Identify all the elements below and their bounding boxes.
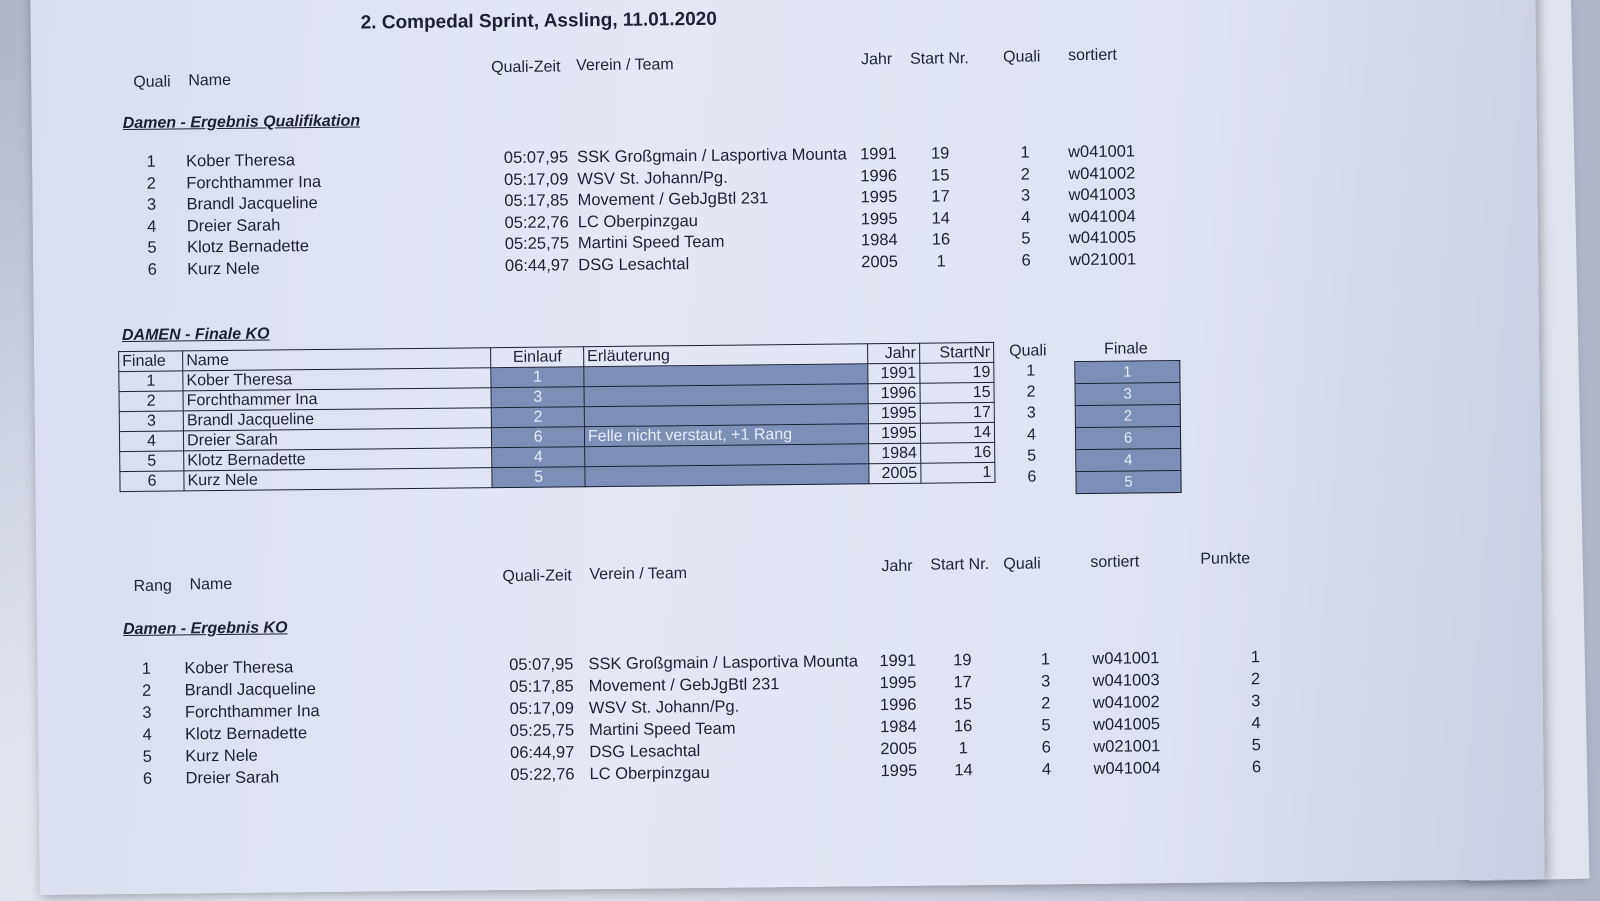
sort-code: w021001 [1069,249,1137,269]
ko-einlauf: 1 [491,367,584,388]
ko-hdr-jahr: Jahr [867,343,919,364]
res-hdr-jahr: Jahr [881,557,913,576]
ko-quali-rank: 1 [1026,362,1036,380]
ko-birth-year: 1995 [868,403,920,424]
ko-einlauf: 4 [492,447,585,468]
ko-einlauf: 5 [492,467,585,488]
athlete-name: Kurz Nele [187,259,260,278]
finale-ko-table [118,342,995,492]
club-team: WSV St. Johann/Pg. [588,697,740,718]
quali-rank: 3 [1040,672,1051,691]
res-hdr-start-nr: Start Nr. [930,555,990,574]
quali-time: 05:25,75 [509,721,575,741]
quali-rank: 1 [1020,143,1030,162]
ko-athlete-name: Brandl Jacqueline [183,408,491,431]
ko-erlaeuterung [585,464,869,487]
athlete-name: Kober Theresa [184,658,294,678]
club-team: DSG Lesachtal [589,742,701,762]
quali-rank: 4 [1021,208,1031,227]
result-rank: 4 [142,725,152,744]
qual-position: 3 [146,195,157,214]
finale-row [1075,382,1180,405]
ko-athlete-name: Dreier Sarah [184,428,492,451]
finale-row [1075,404,1180,427]
page-title: 2. Compedal Sprint, Assling, 11.01.2020 [360,8,717,34]
finale-row [1076,448,1181,471]
club-team: Movement / GebJgBtl 231 [588,675,780,696]
birth-year: 1984 [879,717,917,737]
sort-code: w041003 [1092,671,1160,690]
ko-finale-rank: 6 [120,471,184,492]
quali-time: 06:44,97 [504,255,570,275]
result-rank: 1 [141,659,152,678]
ko-start-number: 17 [920,402,995,423]
finale-column-table [1074,360,1181,494]
quali-time: 05:25,75 [504,234,570,254]
ko-start-number: 1 [921,462,996,483]
result-sheet [30,0,1545,895]
club-team: LC Oberpinzgau [589,763,710,784]
quali-time: 05:17,09 [509,699,574,719]
sort-code: w041001 [1092,649,1160,668]
start-number: 1 [936,251,946,271]
birth-year: 1991 [879,651,917,671]
athlete-name: Kurz Nele [185,746,258,766]
quali-time: 06:44,97 [510,743,575,763]
club-team: Martini Speed Team [577,232,725,253]
club-team: LC Oberpinzgau [577,211,699,231]
ko-birth-year: 1995 [868,423,920,444]
hdr-verein: Verein / Team [576,56,674,75]
ko-finale-rank: 3 [119,411,183,432]
birth-year: 1995 [860,209,898,228]
athlete-name: Brandl Jacqueline [184,680,316,700]
athlete-name: Forchthammer Ina [186,172,322,192]
hdr-quali: Quali [133,73,171,91]
hdr-quali-zeit: Quali-Zeit [491,58,561,77]
ko-athlete-name: Kurz Nele [184,468,492,491]
finale-result: 3 [1075,382,1180,405]
res-hdr-quali-zeit: Quali-Zeit [502,567,572,586]
birth-year: 1996 [879,695,917,715]
quali-rank: 4 [1041,760,1052,779]
ko-hdr-einlauf: Einlauf [491,347,584,368]
ko-athlete-name: Klotz Bernadette [184,448,492,471]
points: 5 [1251,736,1261,755]
ko-quali-rank: 3 [1026,404,1036,422]
ko-quali-rank: 6 [1027,468,1037,486]
start-number: 15 [931,165,950,185]
finale-row [1076,470,1181,493]
ko-einlauf: 6 [492,427,585,448]
points: 3 [1251,692,1261,711]
sort-code: w041005 [1068,228,1137,248]
quali-time: 05:17,85 [504,191,569,211]
section-result-ko: Damen - Ergebnis KO [122,619,288,639]
ko-hdr-quali: Quali [1009,342,1047,360]
hdr-sortiert: sortiert [1067,46,1118,65]
result-rank: 6 [142,769,153,788]
ko-finale-rank: 2 [119,391,183,412]
start-number: 15 [953,695,973,714]
hdr-name: Name [188,71,232,90]
ko-quali-rank: 4 [1026,426,1037,444]
quali-rank: 6 [1021,251,1031,270]
birth-year: 2005 [880,739,918,759]
section-qualification: Damen - Ergebnis Qualifikation [122,112,361,133]
finale-result: 1 [1075,360,1180,383]
qual-position: 1 [146,152,156,171]
qual-position: 2 [146,174,157,193]
club-team: SSK Großgmain / Lasportiva Mounta [588,652,859,674]
ko-quali-rank: 5 [1027,447,1037,465]
res-hdr-sortiert: sortiert [1090,553,1140,571]
ko-finale-rank: 5 [120,451,184,472]
finale-row [1075,426,1180,449]
birth-year: 1984 [860,230,898,250]
sort-code: w041004 [1068,206,1136,226]
sort-code: w041003 [1068,185,1136,205]
club-team: WSV St. Johann/Pg. [577,168,728,188]
club-team: SSK Großgmain / Lasportiva Mounta [577,145,847,167]
ko-hdr-name: Name [183,348,491,371]
qual-position: 4 [147,217,157,236]
quali-time: 05:17,09 [503,169,569,189]
birth-year: 1991 [859,144,897,164]
quali-time: 05:07,95 [503,148,569,168]
res-hdr-name: Name [189,575,233,594]
ko-einlauf: 2 [492,407,585,428]
hdr-start-nr: Start Nr. [909,50,969,68]
birth-year: 1995 [860,187,898,207]
club-team: Movement / GebJgBtl 231 [577,189,769,210]
res-hdr-quali: Quali [1003,555,1041,573]
ko-birth-year: 1991 [868,363,920,384]
ko-finale-rank: 4 [119,431,183,452]
start-number: 14 [931,208,951,228]
points: 1 [1250,648,1261,667]
result-rank: 3 [142,703,152,722]
points: 6 [1251,758,1262,777]
start-number: 16 [953,717,973,736]
finale-result: 2 [1075,404,1180,427]
ko-birth-year: 1996 [868,383,920,404]
sort-code: w041001 [1067,142,1136,162]
sort-code: w041004 [1093,759,1161,778]
athlete-name: Klotz Bernadette [185,724,308,744]
birth-year: 1996 [860,166,898,185]
res-hdr-verein: Verein / Team [589,565,688,584]
quali-rank: 1 [1040,650,1051,669]
sort-code: w041005 [1092,715,1161,734]
start-number: 17 [931,187,950,206]
ko-start-number: 15 [920,382,995,403]
finale-result: 4 [1076,448,1181,471]
ko-finale-rank: 1 [119,371,183,392]
quali-rank: 6 [1041,738,1051,757]
quali-time: 05:22,76 [510,765,575,785]
quali-time: 05:17,85 [509,677,574,697]
hdr-jahr: Jahr [861,50,893,69]
athlete-name: Klotz Bernadette [186,237,310,257]
athlete-name: Dreier Sarah [186,215,281,235]
sort-code: w041002 [1068,163,1136,183]
ko-birth-year: 1984 [868,443,920,464]
ko-athlete-name: Forchthammer Ina [183,388,491,411]
quali-time: 05:22,76 [504,212,569,232]
ko-erlaeuterung: Felle nicht verstaut, +1 Rang [584,424,868,447]
finale-result: 5 [1076,470,1181,493]
start-number: 19 [930,144,950,163]
ko-hdr-finale: Finale [119,351,183,372]
athlete-name: Dreier Sarah [185,768,280,788]
result-rank: 2 [141,681,152,700]
start-number: 16 [931,230,951,249]
ko-hdr-finale-2: Finale [1104,340,1148,358]
points: 2 [1250,670,1261,689]
quali-time: 05:07,95 [509,655,574,675]
quali-rank: 5 [1021,229,1031,248]
ko-start-number: 19 [919,362,994,383]
club-team: DSG Lesachtal [578,254,690,274]
ko-start-number: 14 [920,422,995,443]
ko-hdr-startnr: StartNr [919,342,994,363]
finale-result: 6 [1075,426,1180,449]
start-number: 19 [953,651,972,670]
ko-athlete-name: Kober Theresa [183,368,491,391]
qual-position: 6 [147,260,157,279]
res-hdr-rang: Rang [133,577,172,595]
birth-year: 1995 [879,673,917,693]
quali-rank: 5 [1041,716,1051,735]
points: 4 [1251,714,1261,733]
start-number: 14 [954,761,973,780]
sort-code: w021001 [1093,737,1161,756]
start-number: 1 [958,739,968,758]
birth-year: 2005 [861,252,899,271]
ko-quali-rank: 2 [1026,383,1036,401]
ko-einlauf: 3 [491,387,584,408]
ko-hdr-erlaeuterung: Erläuterung [584,344,868,367]
section-finale-ko: DAMEN - Finale KO [121,325,270,345]
club-team: Martini Speed Team [589,719,736,740]
athlete-name: Kober Theresa [186,151,296,171]
sort-code: w041002 [1092,693,1160,712]
birth-year: 1995 [880,761,918,781]
res-hdr-punkte: Punkte [1200,550,1251,568]
athlete-name: Forchthammer Ina [184,702,320,722]
quali-rank: 2 [1041,694,1051,713]
ko-birth-year: 2005 [869,463,921,484]
result-rank: 5 [142,747,153,766]
qual-position: 5 [147,238,157,257]
start-number: 17 [953,673,972,692]
athlete-name: Brandl Jacqueline [186,194,318,214]
quali-rank: 3 [1020,186,1031,205]
quali-rank: 2 [1020,165,1030,184]
ko-start-number: 16 [920,442,995,463]
hdr-quali-2: Quali [1002,48,1041,66]
finale-row [1075,360,1180,383]
